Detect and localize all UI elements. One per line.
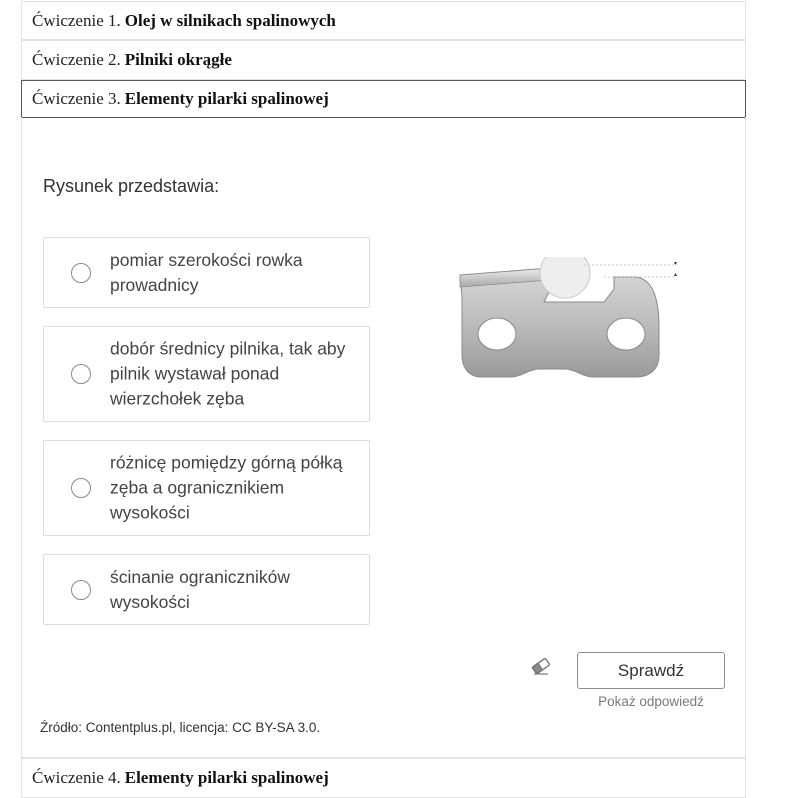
answer-option-2[interactable] (43, 326, 370, 422)
show-answer-link[interactable]: Pokaż odpowiedź (598, 694, 704, 709)
accordion-header-prefix: Ćwiczenie 1. (32, 10, 121, 30)
radio-button[interactable] (71, 580, 91, 600)
rivet-hole-left (478, 318, 516, 350)
eraser-icon[interactable] (530, 655, 552, 677)
exercise-panel (21, 117, 746, 758)
answer-option-label: pomiar szerokości rowka prowadnicy (110, 249, 303, 295)
question-text: Rysunek przedstawia: (43, 176, 220, 196)
answer-option-4[interactable] (43, 554, 370, 625)
radio-button[interactable] (71, 364, 91, 384)
accordion-header-prefix: Ćwiczenie 4. (32, 768, 121, 787)
answer-option-label: różnicę pomiędzy górną półką zęba a ogranicznikiem wysokości (110, 452, 343, 523)
radio-button[interactable] (71, 478, 91, 498)
answer-option-label: ścinanie ograniczników wysokości (110, 566, 290, 612)
accordion-header-4[interactable] (21, 758, 746, 798)
accordion-header-1[interactable] (21, 1, 746, 40)
chain-tooth-figure (454, 257, 694, 407)
source-attribution: Źródło: Contentplus.pl, licencja: CC BY-SA 3.0. (40, 720, 321, 735)
rivet-hole-right (607, 318, 645, 350)
check-button[interactable]: Sprawdź (577, 652, 725, 689)
arrow-up-icon (674, 273, 677, 276)
accordion-header-title: Elementy pilarki spalinowej (124, 768, 329, 787)
answer-option-1[interactable] (43, 237, 370, 308)
accordion-header-title: Elementy pilarki spalinowej (124, 89, 329, 108)
accordion-header-prefix: Ćwiczenie 2. (32, 50, 121, 69)
radio-button[interactable] (71, 263, 91, 283)
arrow-down-icon (674, 262, 677, 265)
accordion-header-2[interactable] (21, 40, 746, 80)
answer-option-label: dobór średnicy pilnika, tak aby pilnik wystawał ponad wierzchołek zęba (110, 338, 346, 409)
accordion-header-title: Olej w silnikach spalinowych (124, 10, 336, 30)
answer-option-3[interactable] (43, 440, 370, 536)
accordion-header-3[interactable] (21, 80, 746, 118)
accordion-header-title: Pilniki okrągłe (124, 50, 232, 69)
accordion-header-prefix: Ćwiczenie 3. (32, 89, 121, 108)
